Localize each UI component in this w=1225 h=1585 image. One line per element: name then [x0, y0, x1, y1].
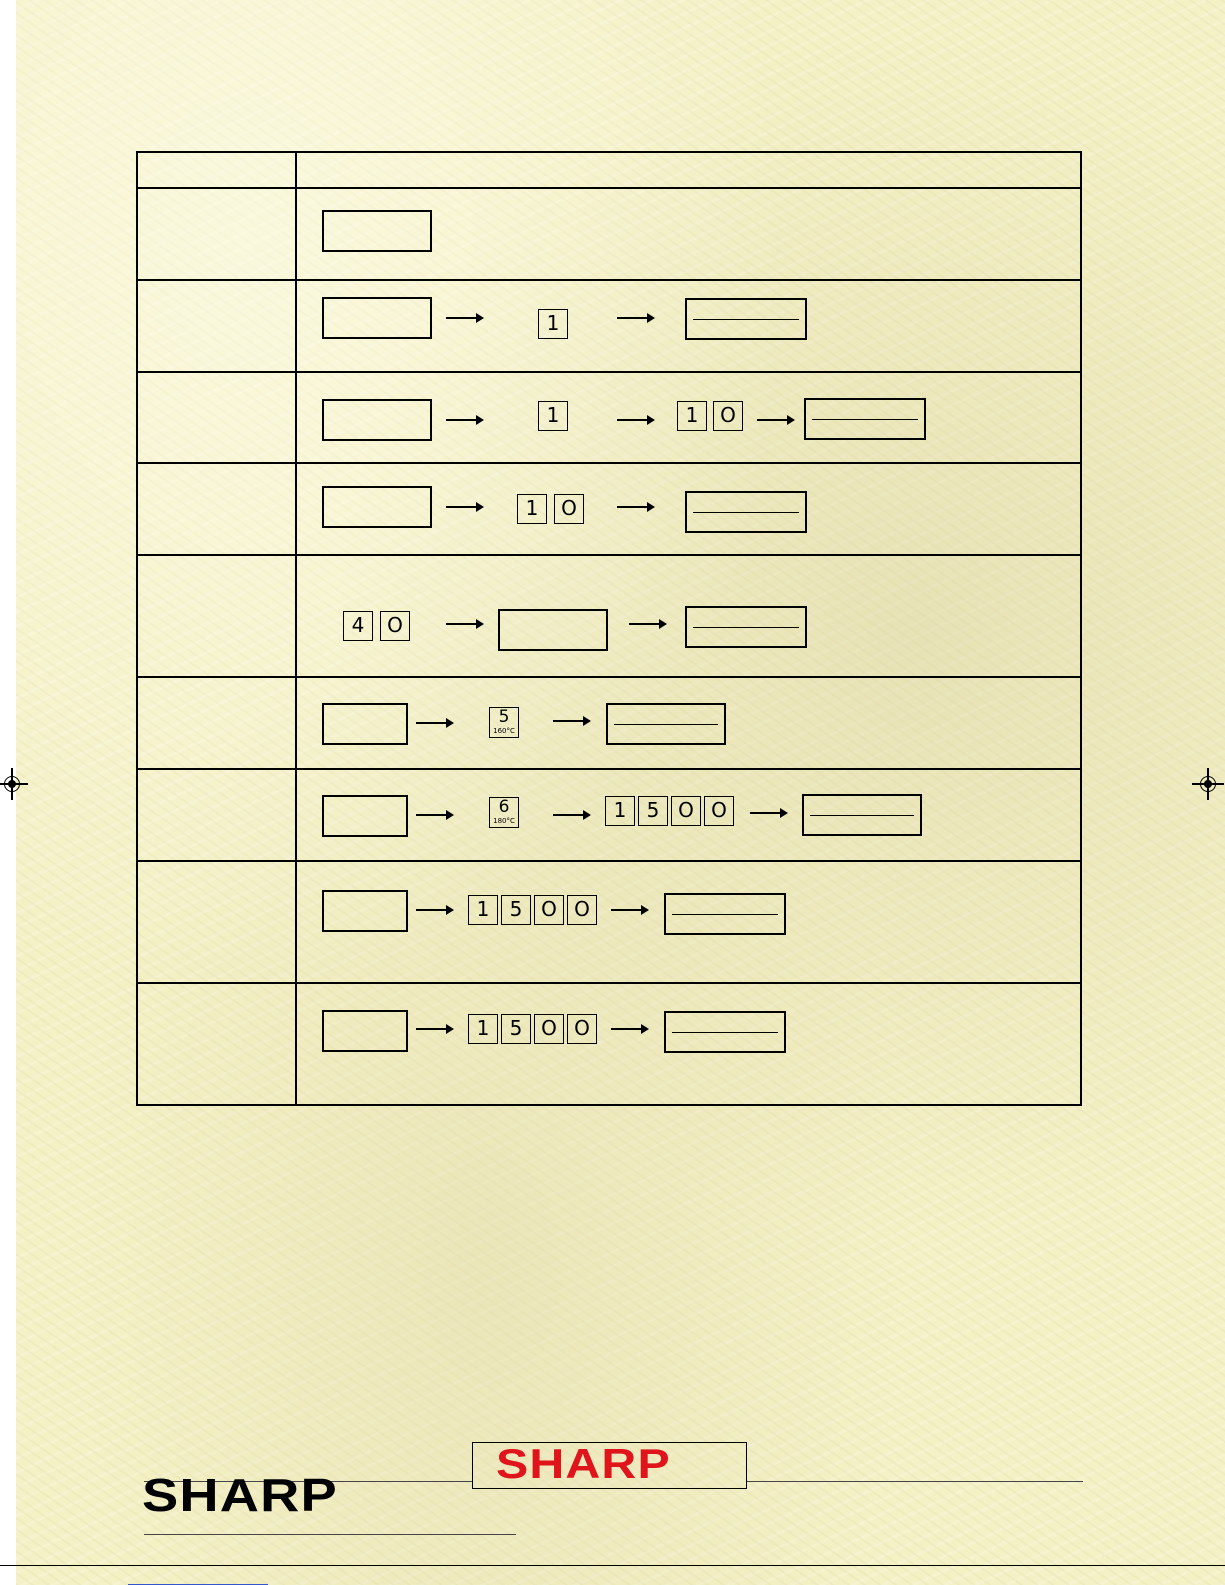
- control-pad: [322, 486, 432, 528]
- control-pad: [322, 795, 408, 837]
- registration-mark-icon: [1198, 774, 1218, 794]
- number-key: 5: [501, 1014, 531, 1044]
- control-pad: [322, 210, 432, 252]
- number-key: O: [567, 1014, 597, 1044]
- step-arrow-icon: [416, 905, 454, 915]
- table-row-divider: [136, 462, 1082, 464]
- table-header-divider: [136, 187, 1082, 189]
- display-readout: [685, 606, 807, 648]
- step-arrow-icon: [757, 415, 795, 425]
- number-key: 5: [638, 796, 668, 826]
- step-arrow-icon: [611, 905, 649, 915]
- number-key: O: [704, 796, 734, 826]
- control-pad: [322, 399, 432, 441]
- table-row-divider: [136, 768, 1082, 770]
- number-key: 1: [517, 494, 547, 524]
- footer-rule: [144, 1534, 516, 1535]
- table-row-divider: [136, 860, 1082, 862]
- display-readout: [685, 298, 807, 340]
- number-key: 1: [605, 796, 635, 826]
- table-row-divider: [136, 371, 1082, 373]
- number-key: 4: [343, 611, 373, 641]
- table-row-divider: [136, 279, 1082, 281]
- number-key: O: [554, 494, 584, 524]
- temperature-key: [489, 707, 519, 738]
- step-arrow-icon: [416, 810, 454, 820]
- display-readout: [664, 1011, 786, 1053]
- number-key: 1: [677, 401, 707, 431]
- number-key: O: [713, 401, 743, 431]
- number-key: 1: [538, 309, 568, 339]
- control-pad: [322, 890, 408, 932]
- number-key: 5: [501, 895, 531, 925]
- display-readout: [802, 794, 922, 836]
- step-arrow-icon: [446, 415, 484, 425]
- step-arrow-icon: [553, 716, 591, 726]
- step-arrow-icon: [617, 502, 655, 512]
- table-column-divider: [295, 151, 297, 1106]
- display-readout: [685, 491, 807, 533]
- step-arrow-icon: [617, 415, 655, 425]
- number-key: 1: [538, 401, 568, 431]
- number-key: O: [534, 1014, 564, 1044]
- number-key: O: [534, 895, 564, 925]
- page-bottom-rule: [0, 1565, 1225, 1566]
- number-key: O: [380, 611, 410, 641]
- step-arrow-icon: [446, 502, 484, 512]
- brand-logo: SHARP: [142, 1469, 338, 1521]
- registration-mark-icon: [2, 774, 22, 794]
- temperature-key-number: 5: [498, 707, 510, 727]
- temperature-key-number: 6: [498, 797, 510, 817]
- temperature-key-label: 180°C: [493, 817, 515, 825]
- table-row-divider: [136, 982, 1082, 984]
- step-arrow-icon: [629, 619, 667, 629]
- temperature-key: [489, 797, 519, 828]
- number-key: 1: [468, 1014, 498, 1044]
- control-pad: [322, 703, 408, 745]
- display-readout: [606, 703, 726, 745]
- step-arrow-icon: [416, 718, 454, 728]
- number-key: O: [671, 796, 701, 826]
- brand-logo-red: SHARP: [496, 1440, 671, 1487]
- number-key: O: [567, 895, 597, 925]
- step-arrow-icon: [750, 808, 788, 818]
- display-readout: [804, 398, 926, 440]
- table-row-divider: [136, 676, 1082, 678]
- control-pad: [322, 1010, 408, 1052]
- control-pad: [322, 297, 432, 339]
- step-arrow-icon: [416, 1024, 454, 1034]
- step-arrow-icon: [446, 619, 484, 629]
- footer-rule: [747, 1481, 1083, 1482]
- table-row-divider: [136, 554, 1082, 556]
- step-arrow-icon: [617, 313, 655, 323]
- number-key: 1: [468, 895, 498, 925]
- operation-table: [136, 151, 1082, 1106]
- temperature-key-label: 160°C: [493, 727, 515, 735]
- step-arrow-icon: [553, 810, 591, 820]
- control-pad: [498, 609, 608, 651]
- display-readout: [664, 893, 786, 935]
- step-arrow-icon: [611, 1024, 649, 1034]
- step-arrow-icon: [446, 313, 484, 323]
